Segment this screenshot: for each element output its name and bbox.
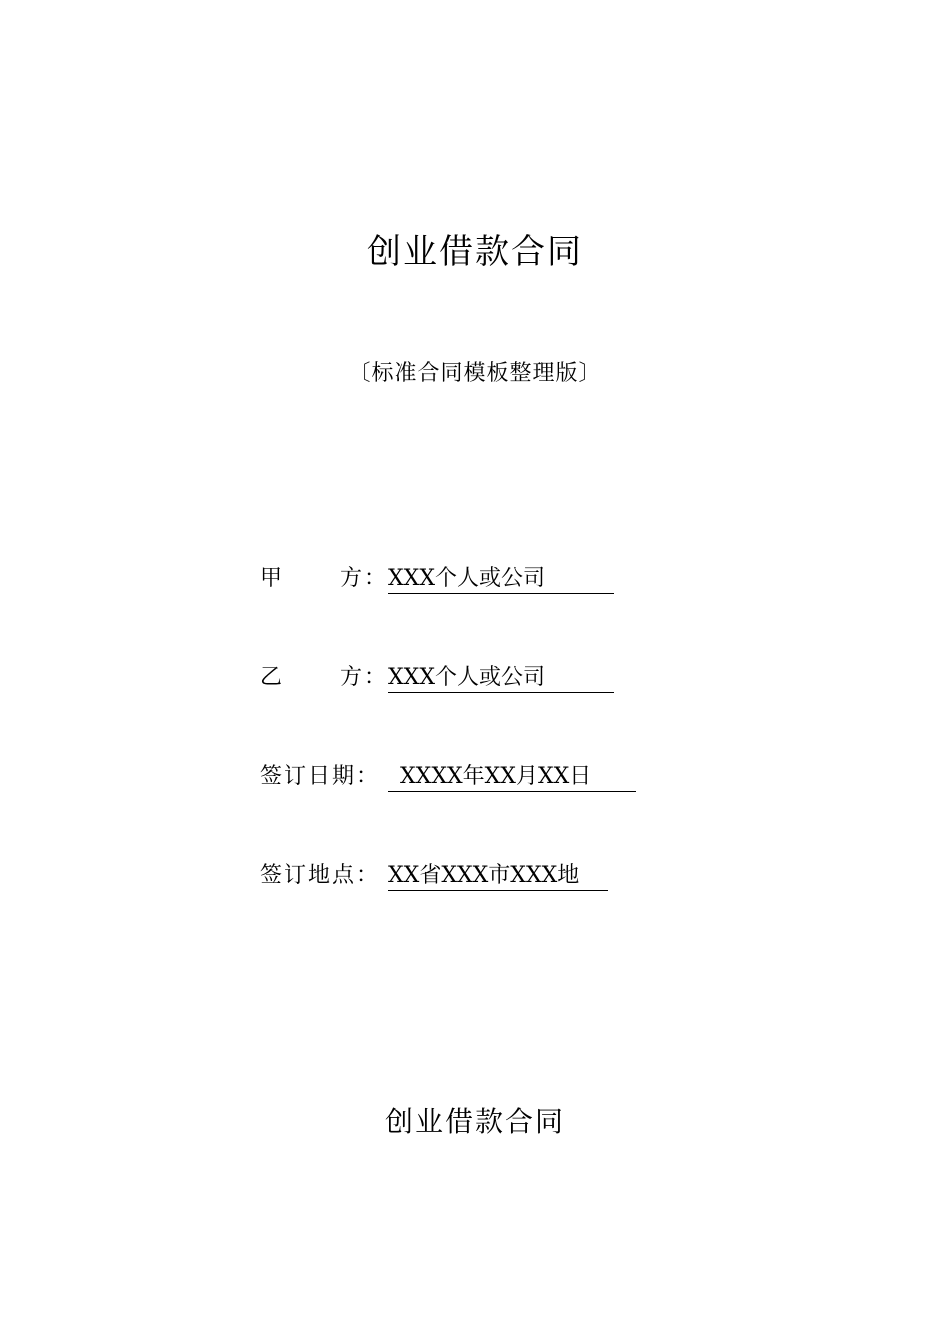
document-title: 创业借款合同 xyxy=(367,232,583,272)
party-b-label-suffix: 方： xyxy=(339,665,388,690)
signing-date-field xyxy=(260,758,636,792)
signing-place-value: XX省XXX市XXX地 xyxy=(388,862,608,891)
document-body-title: 创业借款合同 xyxy=(384,1105,565,1138)
party-a-label-char: 甲 xyxy=(260,566,285,591)
party-b-value: XXX个人或公司 xyxy=(388,664,614,693)
signing-date-value: XXXX年XX月XX日 xyxy=(388,763,636,792)
signing-place-field xyxy=(260,857,608,891)
party-a-field xyxy=(260,560,614,594)
party-b-label-char: 乙 xyxy=(260,665,285,690)
document-subtitle: 〔标准合同模板整理版〕 xyxy=(348,361,602,386)
party-a-label-suffix: 方： xyxy=(339,566,388,591)
party-a-value: XXX个人或公司 xyxy=(388,565,614,594)
signing-place-label: 签订地点： xyxy=(260,863,381,888)
party-b-field xyxy=(260,659,614,693)
party-b-label xyxy=(260,663,388,693)
party-a-label xyxy=(260,564,388,594)
signing-date-label: 签订日期： xyxy=(260,764,381,789)
